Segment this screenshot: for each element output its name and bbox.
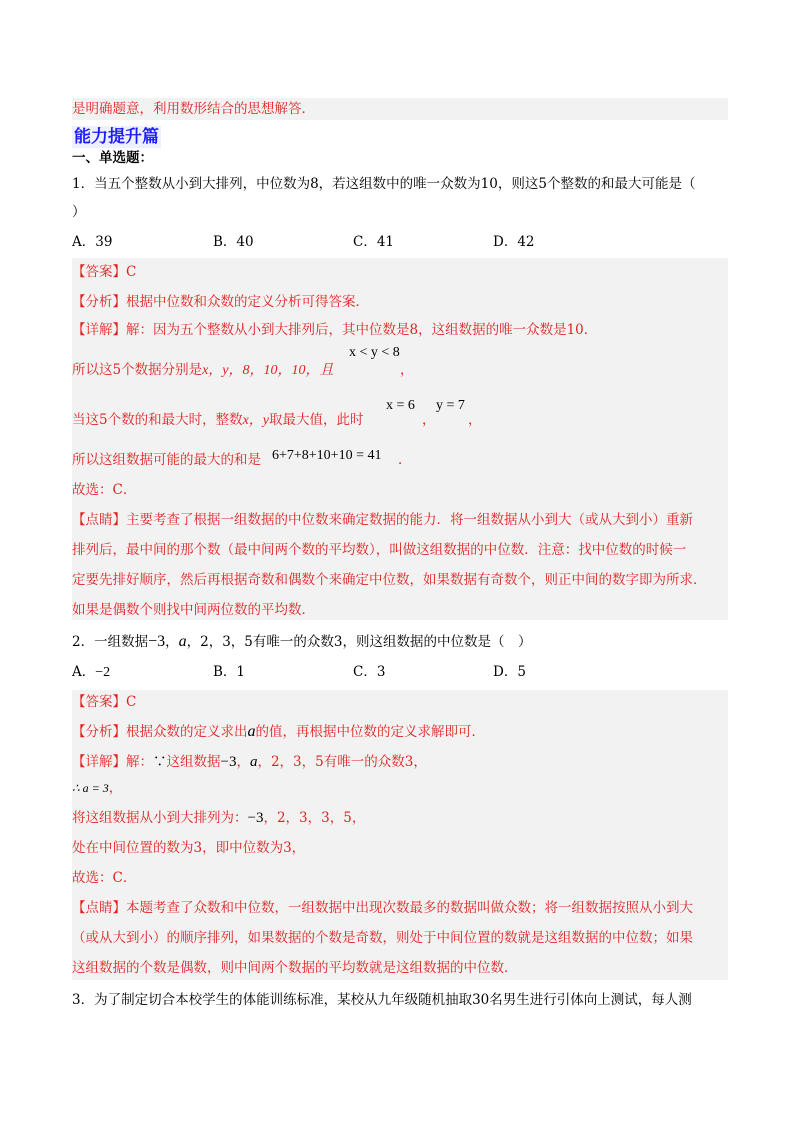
q2-option-a (72, 662, 110, 683)
q2-stem-text2: ，2，3，5有唯一的众数3，则这组数据的中位数是（ ） (186, 634, 532, 650)
q2-detail-line3-text2: ，2，3，3，5， (263, 810, 366, 826)
q1-detail-line2-text: 所以这5个数据分别是 (72, 362, 203, 378)
q2-stem-neg3: −3 (148, 633, 166, 650)
q1-detail-line1: 【详解】解：因为五个整数从小到大排列后，其中位数是8，这组数据的唯一众数是10． (72, 322, 598, 338)
q1-detail-line4-end: ． (398, 452, 412, 468)
q1-conclusion: 故选：C． (72, 482, 137, 498)
q1-comment-line4: 如果是偶数个则找中间两位数的平均数． (72, 602, 315, 618)
q2-analysis (72, 722, 485, 742)
q1-y-value: y = 7 (436, 398, 465, 413)
q1-detail-line3-comma: ， (422, 412, 436, 428)
q1-comment-line2: 排列后，最中间的那个数（最中间两个数的平均数），叫做这组数据的中位数．注意：找中位数的时候一 (72, 542, 687, 558)
q2-option-c: C．3 (353, 664, 386, 680)
q1-detail-line2-vars: x，y，8，10，10，且 (202, 363, 334, 378)
q2-detail-line1 (72, 752, 427, 772)
subsection-title: 一、单选题： (72, 150, 153, 166)
q1-inequality: x < y < 8 (349, 345, 400, 360)
q1-option-b: B．40 (213, 234, 254, 250)
q1-detail-line2-comma: ， (400, 362, 414, 378)
q1-answer: 【答案】C (72, 264, 137, 280)
q2-detail-line3-text1: 将这组数据从小到大排列为： (72, 810, 248, 826)
q1-stem-line2: ） (72, 204, 86, 220)
q2-comment-line2: （或从大到小）的顺序排列，如果数据的个数是奇数，则处于中间位置的数就是这组数据的中位数；如果 (72, 930, 693, 946)
q1-detail-line3-vars: x，y (242, 413, 270, 428)
section-title: 能力提升篇 (74, 127, 159, 147)
q1-solution-shade (72, 258, 728, 620)
q1-comment-line1: 【点睛】主要考查了根据一组数据的中位数来确定数据的能力．将一组数据从小到大（或从大到小）重新 (72, 512, 693, 528)
q2-detail-line4: 处在中间位置的数为3，即中位数为3， (72, 840, 306, 856)
q1-option-d: D．42 (493, 234, 535, 250)
q1-detail-line3-end: ， (468, 412, 482, 428)
q2-option-d: D．5 (493, 664, 526, 680)
q3-stem-line1: 3．为了制定切合本校学生的体能训练标准，某校从九年级随机抽取30名男生进行引体向上测试，每人测 (72, 992, 692, 1008)
q1-comment-line3: 定要先排好顺序，然后再根据奇数和偶数个来确定中位数，如果数据有奇数个，则正中间的数字即为所求． (72, 572, 707, 588)
q1-detail-line2 (72, 360, 334, 381)
q2-detail-line3 (72, 808, 365, 828)
q1-sum-equation: 6+7+8+10+10 = 41 (272, 448, 382, 463)
q1-analysis: 【分析】根据中位数和众数的定义分析可得答案． (72, 294, 369, 310)
q2-detail-a: a (249, 754, 258, 770)
q2-detail-line2-comma: ， (108, 780, 123, 796)
q1-option-c: C．41 (353, 234, 395, 250)
q2-detail-line1-text2: 这组数据 (166, 754, 221, 770)
q2-answer: 【答案】C (72, 694, 137, 710)
q2-comment-line3: 这组数据的个数是偶数，则中间两个数据的平均数就是这组数据的中位数． (72, 960, 518, 976)
q2-stem-comma: ， (165, 634, 179, 650)
q1-detail-line3 (72, 410, 364, 431)
q2-option-a-label: A． (72, 664, 96, 680)
q2-detail-sorted-neg3: −3 (247, 810, 264, 826)
q2-detail-line2 (72, 778, 122, 798)
q2-analysis-text2: 的值，再根据中位数的定义求解即可． (255, 724, 485, 740)
q1-detail-line3-text2: 取最大值，此时 (269, 412, 364, 428)
q1-option-a: A．39 (72, 234, 113, 250)
q2-stem-text1: 2．一组数据 (72, 634, 149, 650)
q2-stem-a: a (178, 633, 187, 650)
q2-analysis-text1: 【分析】根据众数的定义求出 (72, 724, 248, 740)
q2-detail-neg3: −3 (220, 754, 237, 770)
q2-comment-line1: 【点睛】本题考查了众数和中位数，一组数据中出现次数最多的数据叫做众数；将一组数据按照从小到大 (72, 900, 693, 916)
intro-line: 是明确题意，利用数形结合的思想解答． (72, 101, 315, 117)
q2-detail-line1-text3: ，2，3，5有唯一的众数3， (257, 754, 427, 770)
q1-detail-line4: 所以这组数据可能的最大的和是 (72, 452, 261, 468)
q1-stem-line1: 1．当五个整数从小到大排列，中位数为8，若这组数中的唯一众数为10，则这5个整数的和最大可能是（ (72, 176, 696, 192)
q2-stem (72, 632, 531, 652)
q1-detail-line3-text: 当这5个数的和最大时，整数 (72, 412, 243, 428)
q2-conclusion: 故选：C． (72, 870, 137, 886)
q2-detail-line1-text1: 【详解】解： (72, 754, 153, 770)
q2-option-a-value: −2 (95, 665, 111, 680)
q2-detail-because: ∵ (153, 754, 167, 770)
q2-option-b: B．1 (213, 664, 246, 680)
q1-x-value: x = 6 (386, 398, 415, 413)
q2-detail-a-equals: ∴ a = 3 (72, 781, 109, 795)
q2-analysis-a: a (247, 723, 256, 740)
q2-detail-line1-comma: ， (236, 754, 250, 770)
